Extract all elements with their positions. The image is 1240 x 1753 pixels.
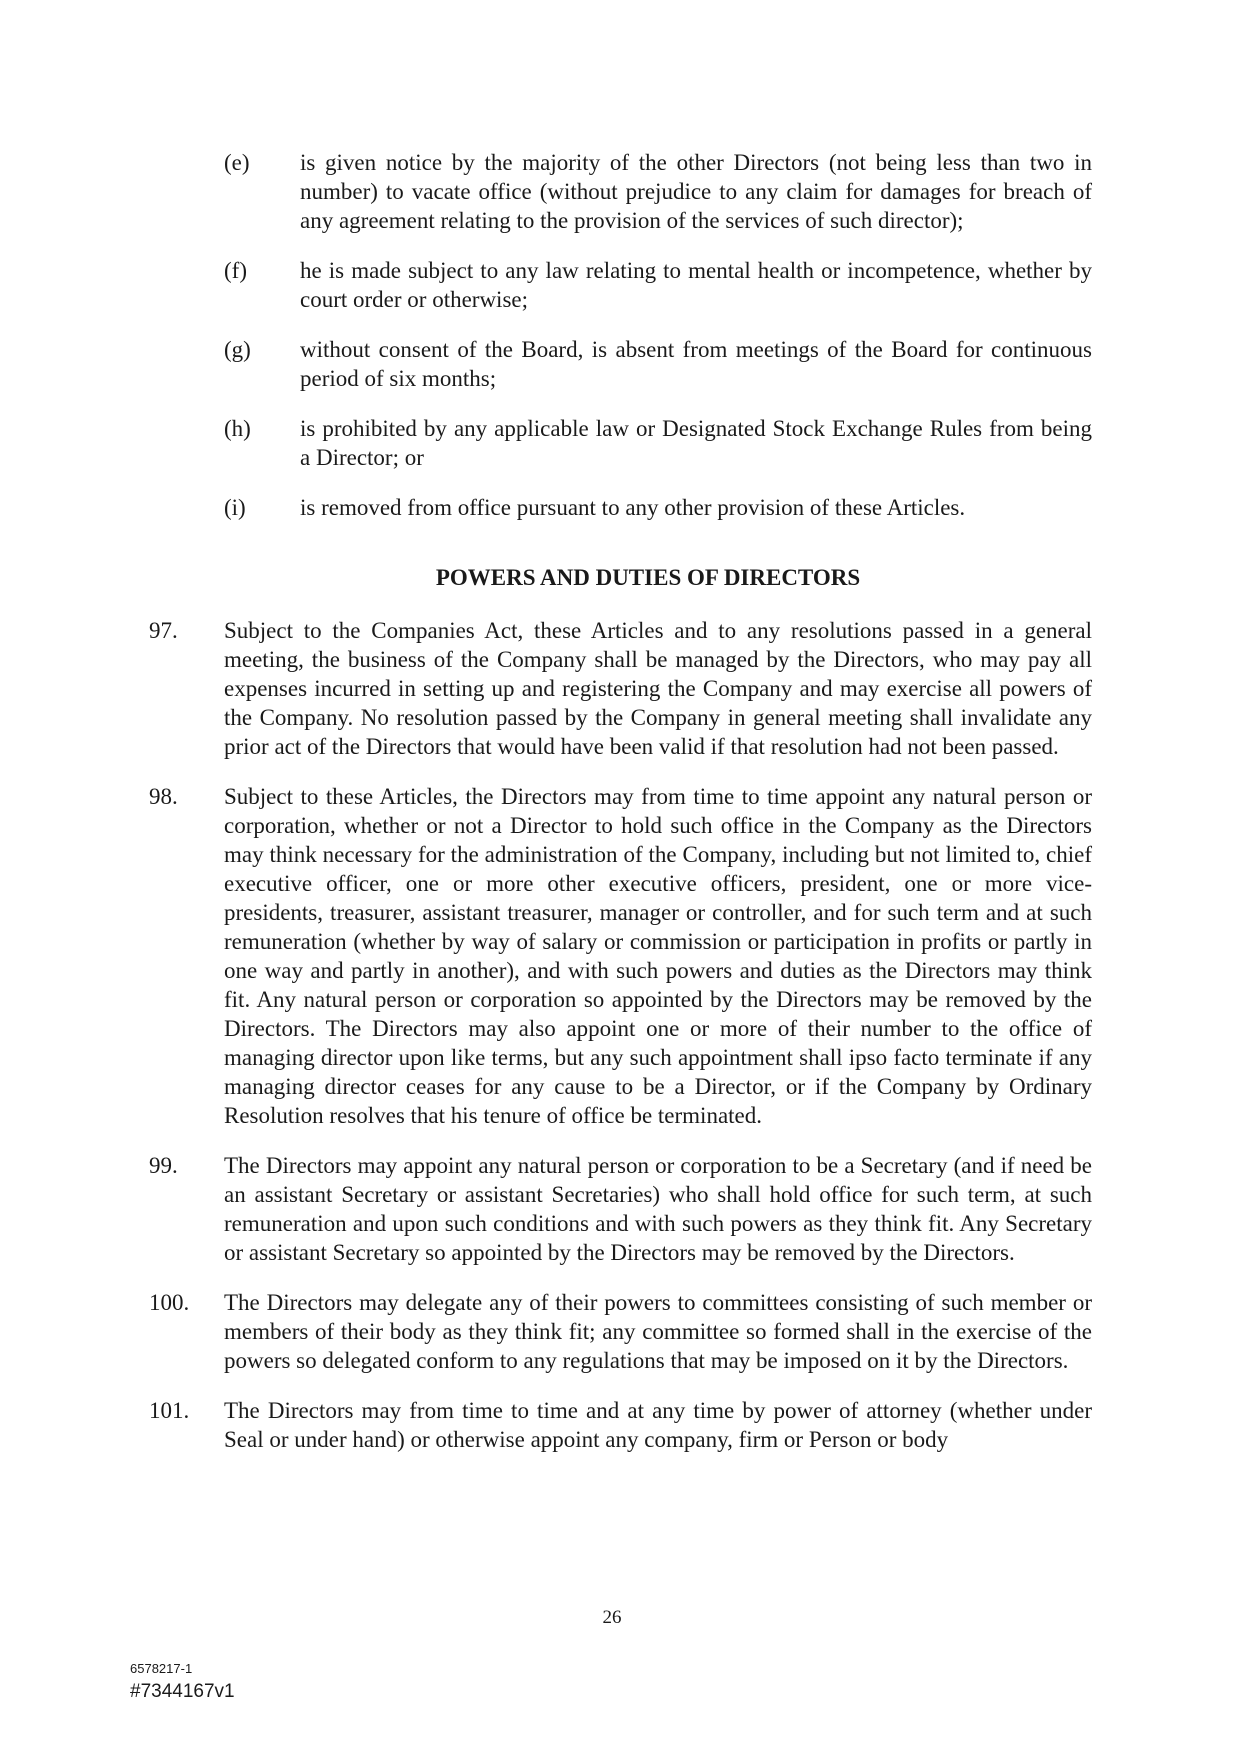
article-list — [149, 616, 1092, 1475]
article-97 — [149, 616, 1092, 761]
sub-clause-label: (f) — [224, 258, 247, 283]
sub-clause-label: (g) — [224, 337, 251, 362]
article-number: 99. — [149, 1153, 178, 1178]
sub-clause-label: (e) — [224, 150, 250, 175]
sub-clause-text: he is made subject to any law relating to mental health or incompetence, whether by court order or otherwise; — [300, 258, 1092, 312]
section-heading — [0, 563, 1240, 592]
sub-clause-label: (h) — [224, 416, 251, 441]
page-number-text: 26 — [602, 1607, 622, 1628]
footer-doc-code: 6578217-1 — [130, 1661, 193, 1676]
article-101 — [149, 1396, 1092, 1454]
footer-doc-ref: #7344167v1 — [130, 1681, 235, 1702]
section-heading-text: POWERS AND DUTIES OF DIRECTORS — [435, 565, 861, 590]
article-100 — [149, 1288, 1092, 1375]
sub-clause-f — [224, 256, 1092, 314]
page-number — [0, 1606, 1240, 1630]
article-98 — [149, 782, 1092, 1130]
sub-clause-i — [224, 493, 1092, 522]
sub-clause-h — [224, 414, 1092, 472]
article-text: Subject to these Articles, the Directors may from time to time appoint any natural person or corporation, whether or not a Director to hold such office in the Company as the Directors may think necessary for the administration of the Company, including but not limited to, chief executive officer, one or more other executive officers, president, one or more vice-presidents, treasurer, assistant treasurer, manager or controller, and for such term and at such remuneration (whether by way of salary or commission or participation in profits or partly in one way and partly in another), and with such powers and duties as the Directors may think fit. Any natural person or corporation so appointed by the Directors may be removed by the Directors. The Directors may also appoint one or more of their number to the office of managing director upon like terms, but any such appointment shall ipso facto terminate if any managing director ceases for any cause to be a Director, or if the Company by Ordinary Resolution resolves that his tenure of office be terminated. — [224, 784, 1092, 1128]
article-number: 98. — [149, 784, 178, 809]
article-number: 100. — [149, 1290, 190, 1315]
article-text: The Directors may from time to time and at any time by power of attorney (whether under Seal or under hand) or otherwise appoint any company, firm or Person or body — [224, 1398, 1092, 1452]
sub-clause-e — [224, 148, 1092, 235]
article-99 — [149, 1151, 1092, 1267]
article-number: 97. — [149, 618, 178, 643]
sub-clause-text: is removed from office pursuant to any other provision of these Articles. — [300, 495, 966, 520]
article-text: Subject to the Companies Act, these Articles and to any resolutions passed in a general meeting, the business of the Company shall be managed by the Directors, who may pay all expenses incurred in setting up and registering the Company and may exercise all powers of the Company. No resolution passed by the Company in general meeting shall invalidate any prior act of the Directors that would have been valid if that resolution had not been passed. — [224, 618, 1092, 759]
article-text: The Directors may delegate any of their powers to committees consisting of such member or members of their body as they think fit; any committee so formed shall in the exercise of the powers so delegated conform to any regulations that may be imposed on it by the Directors. — [224, 1290, 1092, 1373]
sub-clause-text: without consent of the Board, is absent from meetings of the Board for continuous period of six months; — [300, 337, 1092, 391]
article-text: The Directors may appoint any natural person or corporation to be a Secretary (and if need be an assistant Secretary or assistant Secretaries) who shall hold office for such term, at such remuneration and upon such conditions and with such powers as they think fit. Any Secretary or assistant Secretary so appointed by the Directors may be removed by the Directors. — [224, 1153, 1092, 1265]
sub-clause-g — [224, 335, 1092, 393]
sub-clause-label: (i) — [224, 495, 246, 520]
sub-clause-text: is prohibited by any applicable law or Designated Stock Exchange Rules from being a Director; or — [300, 416, 1092, 470]
sub-clause-text: is given notice by the majority of the other Directors (not being less than two in number) to vacate office (without prejudice to any claim for damages for breach of any agreement relating to the provision of the services of such director); — [300, 150, 1092, 233]
sub-clause-list — [224, 148, 1092, 543]
article-number: 101. — [149, 1398, 190, 1423]
